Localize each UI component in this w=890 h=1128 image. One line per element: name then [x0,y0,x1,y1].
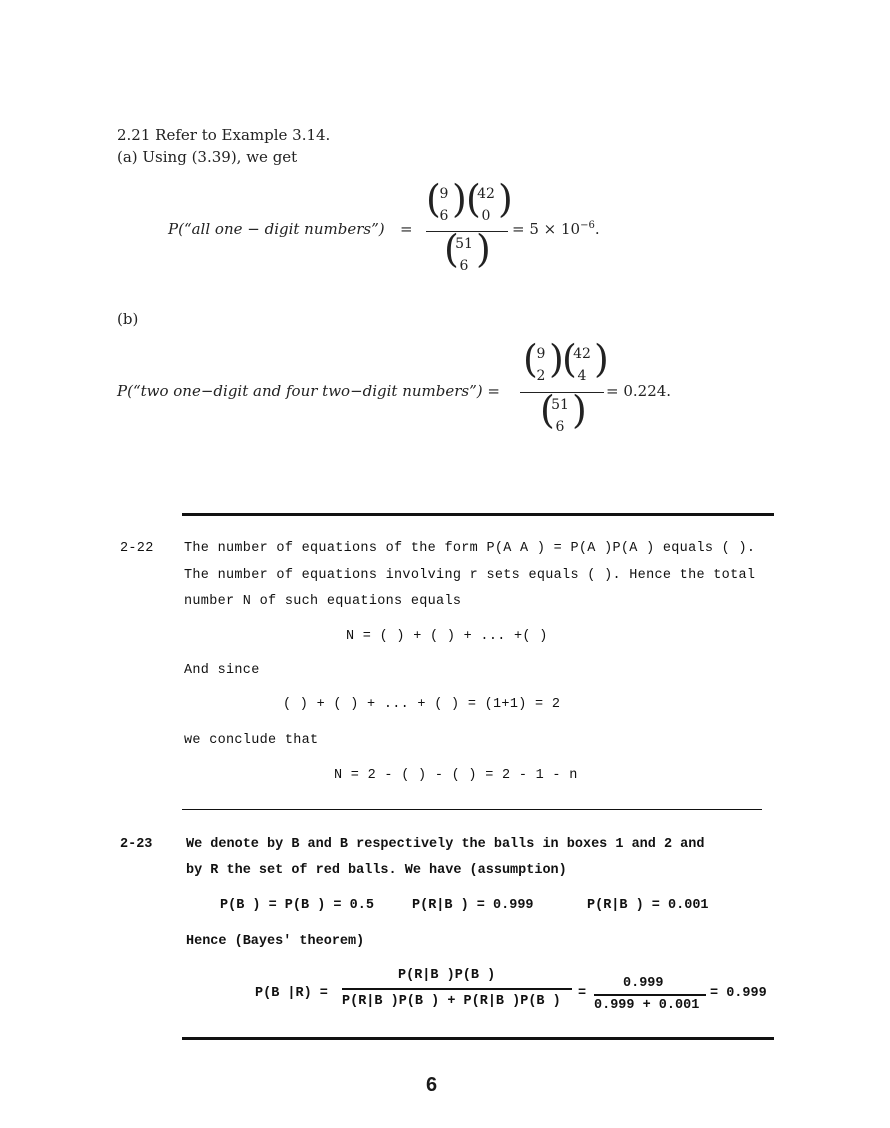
bayes-result: = 0.999 [710,986,767,1001]
p223-line1: We denote by B and B respectively the balls in boxes 1 and 2 and [186,837,705,852]
p222-eq3: N = 2 - ( ) - ( ) = 2 - 1 - n [334,768,578,783]
problem-2-22-label: 2-22 [120,541,154,556]
divider-rule-1 [182,513,774,516]
p222-line2: The number of equations involving r sets equals ( ). Hence the total [184,568,756,583]
binom-51-6-b: ( 51 6 ) [540,388,587,435]
part-a-intro: (a) Using (3.39), we get [117,148,298,166]
fraction-bar-b [520,392,604,393]
bayes-denominator: P(R|B )P(B ) + P(R|B )P(B ) [342,994,561,1009]
bayes-lhs: P(B |R) = [255,986,328,1001]
bayes-numerator: P(R|B )P(B ) [398,968,496,983]
part-b-result: = 0.224. [606,382,672,400]
fraction-bar-a [426,231,508,232]
bayes-value-bar [594,994,706,996]
p223-line2: by R the set of red balls. We have (assumption) [186,863,567,878]
bayes-fraction-bar [342,988,572,990]
p222-we-conclude: we conclude that [184,733,319,748]
part-a-equals: = [400,220,413,238]
binom-9-6: ( 9 6 ) [426,177,467,224]
p222-line3: number N of such equations equals [184,594,462,609]
bayes-den-value: 0.999 + 0.001 [594,998,700,1013]
binom-42-0: ( 42 0 ) [466,177,513,224]
p222-eq1: N = ( ) + ( ) + ... +( ) [346,629,548,644]
p223-given1: P(B ) = P(B ) = 0.5 [220,898,374,913]
p222-line1: The number of equations of the form P(A A ) = P(A )P(A ) equals ( ). [184,541,756,556]
page-number: 6 [426,1074,438,1096]
bayes-num-value: 0.999 [623,976,664,991]
bayes-equals: = [578,986,587,1001]
p223-given2: P(R|B ) = 0.999 [412,898,534,913]
binom-51-6-a: ( 51 6 ) [444,227,491,274]
p223-hence: Hence (Bayes' theorem) [186,934,365,949]
part-b-lhs: P(“two one−digit and four two−digit numbers”) = [117,382,500,400]
part-a-result: = $5 \times 10^{-6}$. [512,220,600,238]
divider-rule-3 [182,1037,774,1040]
part-a-lhs: P(“all one − digit numbers”) [168,220,385,238]
p222-and-since: And since [184,663,260,678]
problem-2-23-label: 2-23 [120,837,153,852]
p223-given3: P(R|B ) = 0.001 [587,898,709,913]
p222-eq2: ( ) + ( ) + ... + ( ) = (1+1) = 2 [283,697,561,712]
binom-9-2: ( 9 2 ) [523,337,564,384]
problem-2-21-header: 2.21 Refer to Example 3.14. [117,126,331,144]
part-b-label: (b) [117,310,139,328]
binom-42-4: ( 42 4 ) [562,337,609,384]
divider-rule-2 [182,809,762,810]
